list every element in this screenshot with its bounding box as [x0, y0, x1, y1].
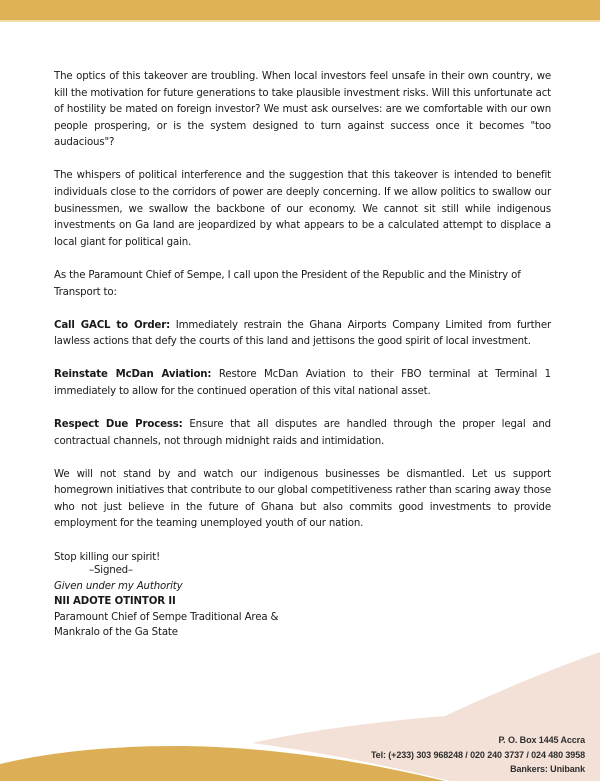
signatory-title-line-1: Paramount Chief of Sempe Traditional Area & — [54, 611, 279, 623]
footer-contact — [371, 733, 585, 777]
paragraph-closing: We will not stand by and watch our indigenous businesses be dismantled. Let us support homegrown initiatives that contribute to our global competitiveness rather than scaring away those who not just believe in the future of Ghana but also commits good investments to provide employment for the teaming unemployed youth of our nation. — [54, 468, 551, 530]
footer-telephone: Tel: (+233) 303 968248 / 020 240 3737 / 024 480 3958 — [370, 749, 585, 760]
letter-body — [54, 69, 551, 583]
signature-block — [54, 563, 278, 641]
demand-respect-due-process — [54, 417, 551, 450]
paragraph-optics: The optics of this takeover are troubling. When local investors feel unsafe in their own country, we kill the motivation for future generations to take plausible investment risks. Will this unfortunate act of hostility be mated on foreign investor? We must ask ourselves: are we comfortable with our own people prospering, or is the system designed to turn against success once it becomes "too audacious"? — [54, 71, 551, 149]
demand-text: Ensure that all disputes are handled through the proper legal and contractual channels, not through midnight raids and intimidation. — [54, 419, 551, 447]
demand-text: Restore McDan Aviation to their FBO terminal at Terminal 1 immediately to allow for the continued operation of this vital national asset. — [54, 369, 552, 397]
demand-text: Immediately restrain the Ghana Airports Company Limited from further lawless actions that defy the courts of this land and jettisons the good spirit of local investment. — [54, 319, 551, 348]
signatory-title-line-2: Mankralo of the Ga State — [54, 627, 178, 639]
header-gold-bar — [0, 0, 600, 20]
authority-line: Given under my Authority — [54, 580, 183, 592]
demand-reinstate-mcdan — [54, 367, 551, 400]
demand-call-gacl — [54, 318, 551, 351]
demand-lead: Reinstate McDan Aviation: — [54, 369, 212, 381]
demand-lead: Call GACL to Order: — [54, 319, 171, 331]
header-accent-line — [0, 20, 600, 22]
paragraph-political-interference: The whispers of political interference and the suggestion that this takeover is intended to benefit individuals close to the corridors of power are deeply concerning. If we allow politics to swallow our businessmen, we swallow the backbone of our economy. We cannot sit still while indigenous investments on Ga land are jeopardized by what appears to be a calculated attempt to displace a local giant for political gain. — [54, 170, 551, 248]
paragraph-call-upon: As the Paramount Chief of Sempe, I call upon the President of the Republic and the Ministry of Transport to: — [54, 269, 521, 298]
signed-mark: –Signed– — [89, 565, 133, 576]
demand-lead: Respect Due Process: — [54, 419, 183, 430]
footer-address: P. O. Box 1445 Accra — [498, 735, 585, 745]
footer-bankers: Bankers: Unibank — [510, 764, 585, 774]
signatory-name: NII ADOTE OTINTOR II — [54, 596, 176, 608]
final-line: Stop killing our spirit! — [54, 551, 161, 563]
